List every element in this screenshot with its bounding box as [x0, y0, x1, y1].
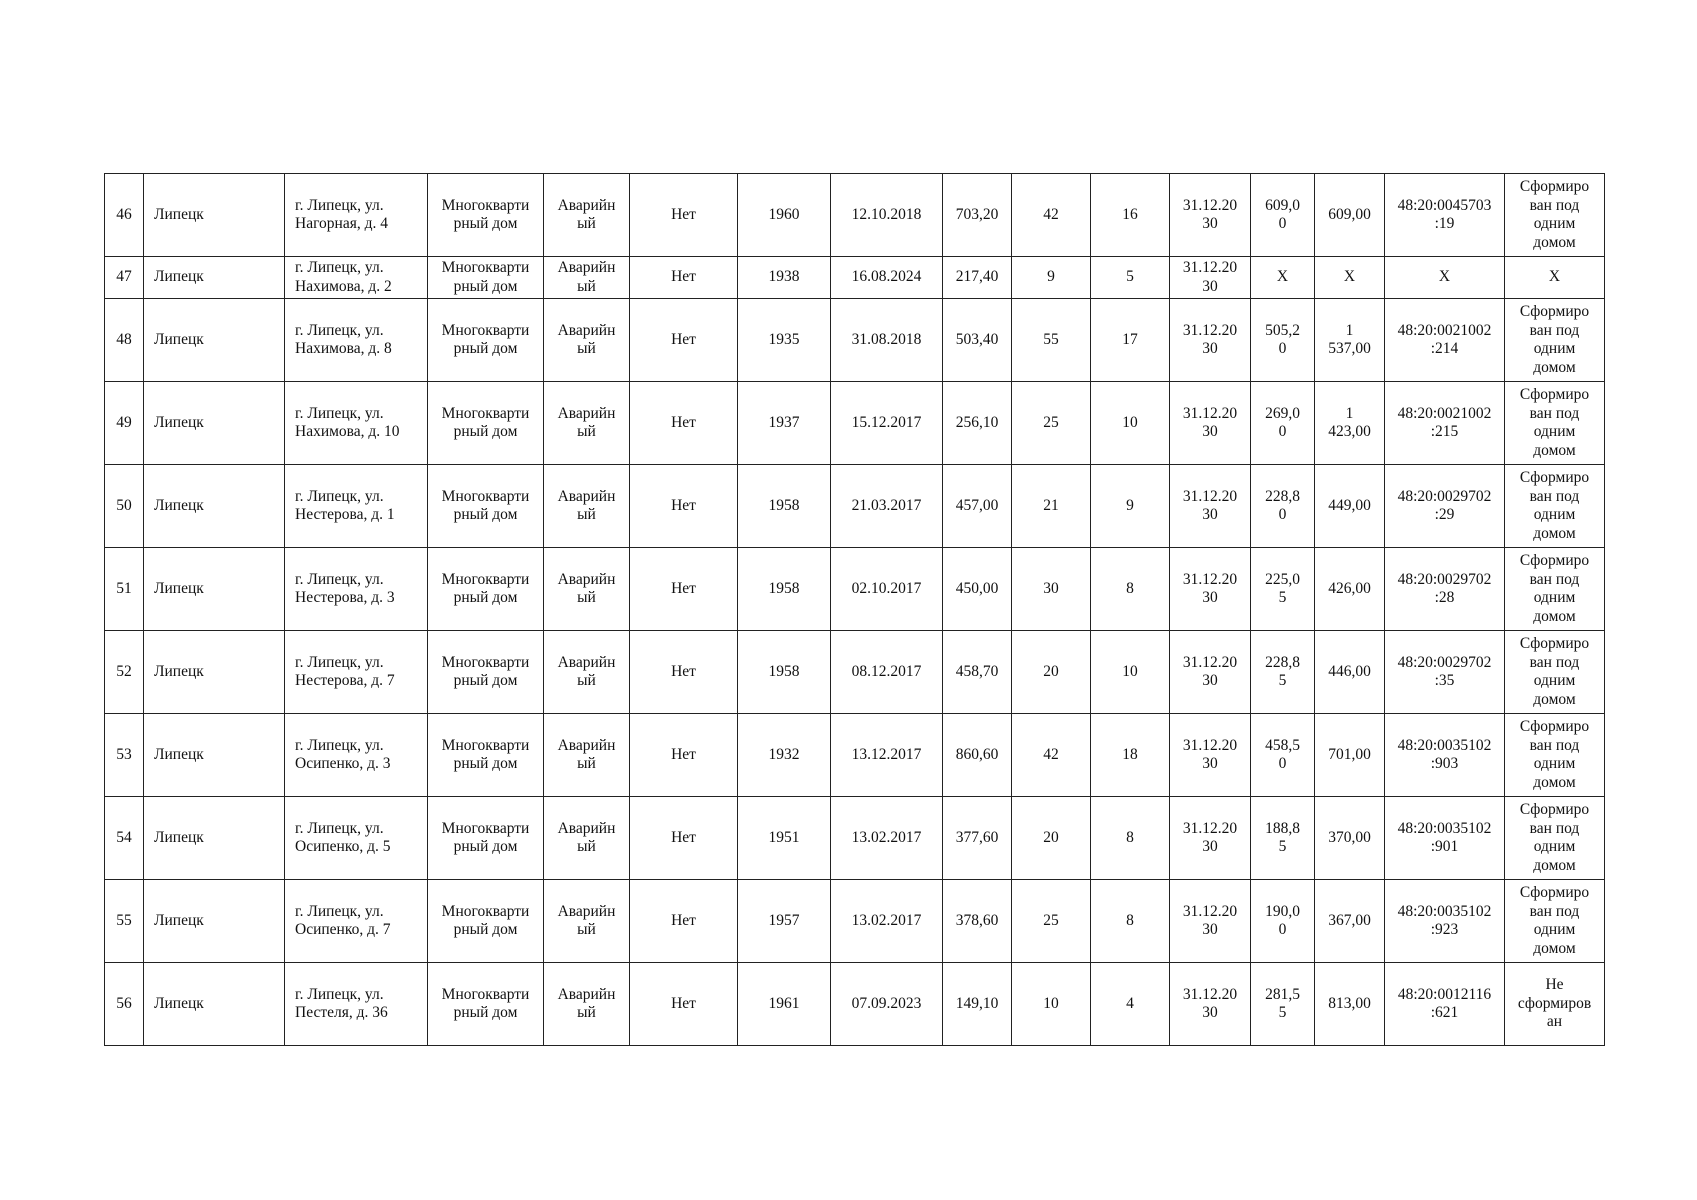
units-cell: 8 [1091, 548, 1170, 631]
cadastral-number-cell: X [1385, 257, 1505, 299]
flag-cell: Нет [630, 963, 738, 1046]
table-row [105, 880, 1605, 963]
land-status-cell: Сформиро ван под одним домом [1505, 548, 1605, 631]
deadline-cell: 31.12.20 30 [1170, 465, 1251, 548]
row-number-cell: 51 [105, 548, 144, 631]
address-cell: г. Липецк, ул. Нестерова, д. 1 [285, 465, 428, 548]
area-cell: 149,10 [943, 963, 1012, 1046]
table-row [105, 797, 1605, 880]
residents-cell: 10 [1012, 963, 1091, 1046]
building-type-cell: Многокварти рный дом [428, 880, 544, 963]
area-cell: 378,60 [943, 880, 1012, 963]
area-value-1-cell: 281,5 5 [1251, 963, 1315, 1046]
condition-cell: Аварийн ый [544, 631, 630, 714]
area-value-2-cell: 1 423,00 [1315, 382, 1385, 465]
recognition-date-cell: 07.09.2023 [831, 963, 943, 1046]
table-row [105, 714, 1605, 797]
table-row [105, 963, 1605, 1046]
flag-cell: Нет [630, 465, 738, 548]
housing-table [104, 173, 1605, 1046]
land-status-cell: Не сформиров ан [1505, 963, 1605, 1046]
row-number-cell: 52 [105, 631, 144, 714]
flag-cell: Нет [630, 299, 738, 382]
residents-cell: 20 [1012, 631, 1091, 714]
area-value-2-cell: 609,00 [1315, 174, 1385, 257]
condition-cell: Аварийн ый [544, 299, 630, 382]
area-value-1-cell: 505,2 0 [1251, 299, 1315, 382]
land-status-cell: Сформиро ван под одним домом [1505, 465, 1605, 548]
recognition-date-cell: 16.08.2024 [831, 257, 943, 299]
cadastral-number-cell: 48:20:0045703 :19 [1385, 174, 1505, 257]
row-number-cell: 53 [105, 714, 144, 797]
address-cell: г. Липецк, ул. Осипенко, д. 5 [285, 797, 428, 880]
area-value-1-cell: 609,0 0 [1251, 174, 1315, 257]
area-value-1-cell: 190,0 0 [1251, 880, 1315, 963]
condition-cell: Аварийн ый [544, 382, 630, 465]
recognition-date-cell: 02.10.2017 [831, 548, 943, 631]
city-cell: Липецк [144, 382, 285, 465]
table-row [105, 465, 1605, 548]
land-status-cell: Сформиро ван под одним домом [1505, 299, 1605, 382]
condition-cell: Аварийн ый [544, 465, 630, 548]
condition-cell: Аварийн ый [544, 548, 630, 631]
deadline-cell: 31.12.20 30 [1170, 797, 1251, 880]
row-number-cell: 54 [105, 797, 144, 880]
recognition-date-cell: 08.12.2017 [831, 631, 943, 714]
address-cell: г. Липецк, ул. Осипенко, д. 7 [285, 880, 428, 963]
deadline-cell: 31.12.20 30 [1170, 963, 1251, 1046]
row-number-cell: 49 [105, 382, 144, 465]
deadline-cell: 31.12.20 30 [1170, 299, 1251, 382]
residents-cell: 9 [1012, 257, 1091, 299]
condition-cell: Аварийн ый [544, 257, 630, 299]
residents-cell: 42 [1012, 174, 1091, 257]
building-type-cell: Многокварти рный дом [428, 382, 544, 465]
year-built-cell: 1951 [738, 797, 831, 880]
flag-cell: Нет [630, 174, 738, 257]
area-value-2-cell: 367,00 [1315, 880, 1385, 963]
address-cell: г. Липецк, ул. Осипенко, д. 3 [285, 714, 428, 797]
recognition-date-cell: 15.12.2017 [831, 382, 943, 465]
table-row [105, 299, 1605, 382]
row-number-cell: 50 [105, 465, 144, 548]
area-value-2-cell: X [1315, 257, 1385, 299]
area-value-2-cell: 701,00 [1315, 714, 1385, 797]
table-row [105, 548, 1605, 631]
land-status-cell: Сформиро ван под одним домом [1505, 797, 1605, 880]
flag-cell: Нет [630, 257, 738, 299]
recognition-date-cell: 13.02.2017 [831, 880, 943, 963]
residents-cell: 25 [1012, 880, 1091, 963]
condition-cell: Аварийн ый [544, 963, 630, 1046]
units-cell: 5 [1091, 257, 1170, 299]
cadastral-number-cell: 48:20:0012116 :621 [1385, 963, 1505, 1046]
land-status-cell: Сформиро ван под одним домом [1505, 631, 1605, 714]
year-built-cell: 1958 [738, 631, 831, 714]
deadline-cell: 31.12.20 30 [1170, 382, 1251, 465]
city-cell: Липецк [144, 714, 285, 797]
area-value-1-cell: 269,0 0 [1251, 382, 1315, 465]
building-type-cell: Многокварти рный дом [428, 548, 544, 631]
building-type-cell: Многокварти рный дом [428, 174, 544, 257]
city-cell: Липецк [144, 631, 285, 714]
table-row [105, 382, 1605, 465]
row-number-cell: 47 [105, 257, 144, 299]
area-value-2-cell: 449,00 [1315, 465, 1385, 548]
year-built-cell: 1935 [738, 299, 831, 382]
table-body [105, 174, 1605, 1046]
year-built-cell: 1938 [738, 257, 831, 299]
deadline-cell: 31.12.20 30 [1170, 257, 1251, 299]
residents-cell: 25 [1012, 382, 1091, 465]
recognition-date-cell: 21.03.2017 [831, 465, 943, 548]
city-cell: Липецк [144, 299, 285, 382]
units-cell: 4 [1091, 963, 1170, 1046]
area-cell: 703,20 [943, 174, 1012, 257]
building-type-cell: Многокварти рный дом [428, 299, 544, 382]
area-cell: 457,00 [943, 465, 1012, 548]
recognition-date-cell: 12.10.2018 [831, 174, 943, 257]
building-type-cell: Многокварти рный дом [428, 963, 544, 1046]
area-cell: 503,40 [943, 299, 1012, 382]
table-row [105, 174, 1605, 257]
units-cell: 8 [1091, 797, 1170, 880]
cadastral-number-cell: 48:20:0029702 :29 [1385, 465, 1505, 548]
building-type-cell: Многокварти рный дом [428, 714, 544, 797]
residents-cell: 42 [1012, 714, 1091, 797]
area-cell: 217,40 [943, 257, 1012, 299]
cadastral-number-cell: 48:20:0029702 :35 [1385, 631, 1505, 714]
deadline-cell: 31.12.20 30 [1170, 631, 1251, 714]
units-cell: 16 [1091, 174, 1170, 257]
city-cell: Липецк [144, 174, 285, 257]
flag-cell: Нет [630, 880, 738, 963]
units-cell: 10 [1091, 631, 1170, 714]
condition-cell: Аварийн ый [544, 880, 630, 963]
city-cell: Липецк [144, 963, 285, 1046]
area-value-2-cell: 813,00 [1315, 963, 1385, 1046]
building-type-cell: Многокварти рный дом [428, 465, 544, 548]
building-type-cell: Многокварти рный дом [428, 797, 544, 880]
condition-cell: Аварийн ый [544, 174, 630, 257]
area-value-2-cell: 446,00 [1315, 631, 1385, 714]
cadastral-number-cell: 48:20:0035102 :901 [1385, 797, 1505, 880]
building-type-cell: Многокварти рный дом [428, 257, 544, 299]
land-status-cell: Сформиро ван под одним домом [1505, 382, 1605, 465]
area-value-1-cell: 225,0 5 [1251, 548, 1315, 631]
units-cell: 9 [1091, 465, 1170, 548]
city-cell: Липецк [144, 257, 285, 299]
deadline-cell: 31.12.20 30 [1170, 880, 1251, 963]
year-built-cell: 1932 [738, 714, 831, 797]
condition-cell: Аварийн ый [544, 797, 630, 880]
area-cell: 458,70 [943, 631, 1012, 714]
deadline-cell: 31.12.20 30 [1170, 714, 1251, 797]
city-cell: Липецк [144, 465, 285, 548]
residents-cell: 20 [1012, 797, 1091, 880]
building-type-cell: Многокварти рный дом [428, 631, 544, 714]
condition-cell: Аварийн ый [544, 714, 630, 797]
residents-cell: 30 [1012, 548, 1091, 631]
flag-cell: Нет [630, 714, 738, 797]
row-number-cell: 55 [105, 880, 144, 963]
year-built-cell: 1958 [738, 548, 831, 631]
residents-cell: 21 [1012, 465, 1091, 548]
year-built-cell: 1937 [738, 382, 831, 465]
land-status-cell: Сформиро ван под одним домом [1505, 714, 1605, 797]
address-cell: г. Липецк, ул. Нагорная, д. 4 [285, 174, 428, 257]
address-cell: г. Липецк, ул. Нестерова, д. 3 [285, 548, 428, 631]
address-cell: г. Липецк, ул. Нестерова, д. 7 [285, 631, 428, 714]
area-value-1-cell: 228,8 5 [1251, 631, 1315, 714]
units-cell: 17 [1091, 299, 1170, 382]
cadastral-number-cell: 48:20:0029702 :28 [1385, 548, 1505, 631]
units-cell: 8 [1091, 880, 1170, 963]
residents-cell: 55 [1012, 299, 1091, 382]
flag-cell: Нет [630, 382, 738, 465]
cadastral-number-cell: 48:20:0021002 :214 [1385, 299, 1505, 382]
year-built-cell: 1960 [738, 174, 831, 257]
deadline-cell: 31.12.20 30 [1170, 548, 1251, 631]
address-cell: г. Липецк, ул. Нахимова, д. 2 [285, 257, 428, 299]
city-cell: Липецк [144, 880, 285, 963]
land-status-cell: Сформиро ван под одним домом [1505, 174, 1605, 257]
row-number-cell: 56 [105, 963, 144, 1046]
table-row [105, 257, 1605, 299]
cadastral-number-cell: 48:20:0035102 :923 [1385, 880, 1505, 963]
area-value-1-cell: X [1251, 257, 1315, 299]
address-cell: г. Липецк, ул. Пестеля, д. 36 [285, 963, 428, 1046]
address-cell: г. Липецк, ул. Нахимова, д. 8 [285, 299, 428, 382]
year-built-cell: 1961 [738, 963, 831, 1046]
year-built-cell: 1958 [738, 465, 831, 548]
row-number-cell: 46 [105, 174, 144, 257]
land-status-cell: X [1505, 257, 1605, 299]
flag-cell: Нет [630, 548, 738, 631]
area-value-2-cell: 370,00 [1315, 797, 1385, 880]
cadastral-number-cell: 48:20:0021002 :215 [1385, 382, 1505, 465]
flag-cell: Нет [630, 797, 738, 880]
city-cell: Липецк [144, 548, 285, 631]
table-row [105, 631, 1605, 714]
recognition-date-cell: 13.02.2017 [831, 797, 943, 880]
area-value-1-cell: 228,8 0 [1251, 465, 1315, 548]
area-cell: 860,60 [943, 714, 1012, 797]
units-cell: 10 [1091, 382, 1170, 465]
year-built-cell: 1957 [738, 880, 831, 963]
area-value-2-cell: 426,00 [1315, 548, 1385, 631]
recognition-date-cell: 31.08.2018 [831, 299, 943, 382]
area-cell: 377,60 [943, 797, 1012, 880]
cadastral-number-cell: 48:20:0035102 :903 [1385, 714, 1505, 797]
area-cell: 256,10 [943, 382, 1012, 465]
area-value-1-cell: 188,8 5 [1251, 797, 1315, 880]
deadline-cell: 31.12.20 30 [1170, 174, 1251, 257]
area-cell: 450,00 [943, 548, 1012, 631]
area-value-2-cell: 1 537,00 [1315, 299, 1385, 382]
flag-cell: Нет [630, 631, 738, 714]
city-cell: Липецк [144, 797, 285, 880]
land-status-cell: Сформиро ван под одним домом [1505, 880, 1605, 963]
row-number-cell: 48 [105, 299, 144, 382]
area-value-1-cell: 458,5 0 [1251, 714, 1315, 797]
recognition-date-cell: 13.12.2017 [831, 714, 943, 797]
units-cell: 18 [1091, 714, 1170, 797]
address-cell: г. Липецк, ул. Нахимова, д. 10 [285, 382, 428, 465]
